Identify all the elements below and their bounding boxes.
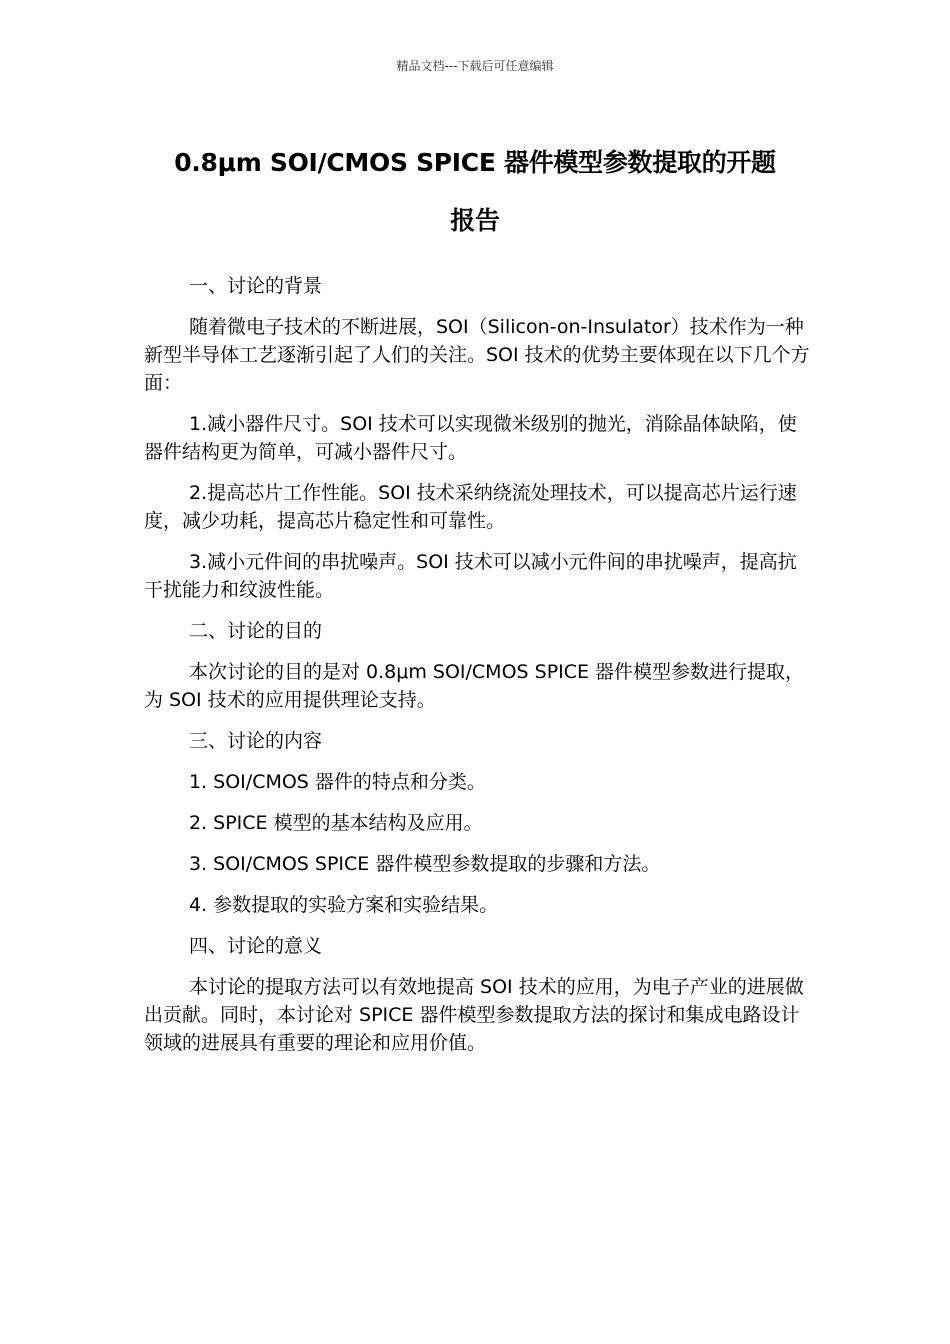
title-line-2: 报告 [450,206,500,235]
page-header-note: 精品文档---下载后可任意编辑 [396,59,554,73]
paragraph-advantage-1: 1.减小器件尺寸。SOI 技术可以实现微米级别的抛光，消除晶体缺陷，使器件结构更为简单，可减小器件尺寸。 [144,413,797,463]
paragraph-background-intro: 随着微电子技术的不断进展，SOI（Silicon-on-Insulator）技术作为一种新型半导体工艺逐渐引起了人们的关注。SOI 技术的优势主要体现在以下几个方面： [144,316,810,394]
paragraph-advantage-2: 2.提高芯片工作性能。SOI 技术采纳绕流处理技术，可以提高芯片运行速度，减少功耗，提高芯片稳定性和可靠性。 [144,482,797,532]
document-title [140,134,810,250]
section-heading-content: 三、讨论的内容 [189,730,323,752]
section-heading-significance: 四、讨论的意义 [189,935,323,957]
paragraph-purpose: 本次讨论的目的是对 0.8μm SOI/CMOS SPICE 器件模型参数进行提取，为 SOI 技术的应用提供理论支持。 [144,661,805,711]
content-item-1: 1. SOI/CMOS 器件的特点和分类。 [189,771,486,793]
section-heading-purpose: 二、讨论的目的 [189,620,323,642]
paragraph-advantage-3: 3.减小元件间的串扰噪声。SOI 技术可以减小元件间的串扰噪声，提高抗干扰能力和纹波性能。 [144,551,797,601]
title-line-1: 0.8μm SOI/CMOS SPICE 器件模型参数提取的开题 [174,148,776,177]
content-item-4: 4. 参数提取的实验方案和实验结果。 [189,894,499,916]
content-item-2: 2. SPICE 模型的基本结构及应用。 [189,812,483,834]
paragraph-significance: 本讨论的提取方法可以有效地提高 SOI 技术的应用，为电子产业的进展做出贡献。同时，本讨论对 SPICE 器件模型参数提取方法的探讨和集成电路设计领域的进展具有重要的理论和应用价值。 [144,976,804,1054]
document-body [144,272,812,1057]
section-heading-background: 一、讨论的背景 [189,275,323,297]
content-item-3: 3. SOI/CMOS SPICE 器件模型参数提取的步骤和方法。 [189,853,661,875]
